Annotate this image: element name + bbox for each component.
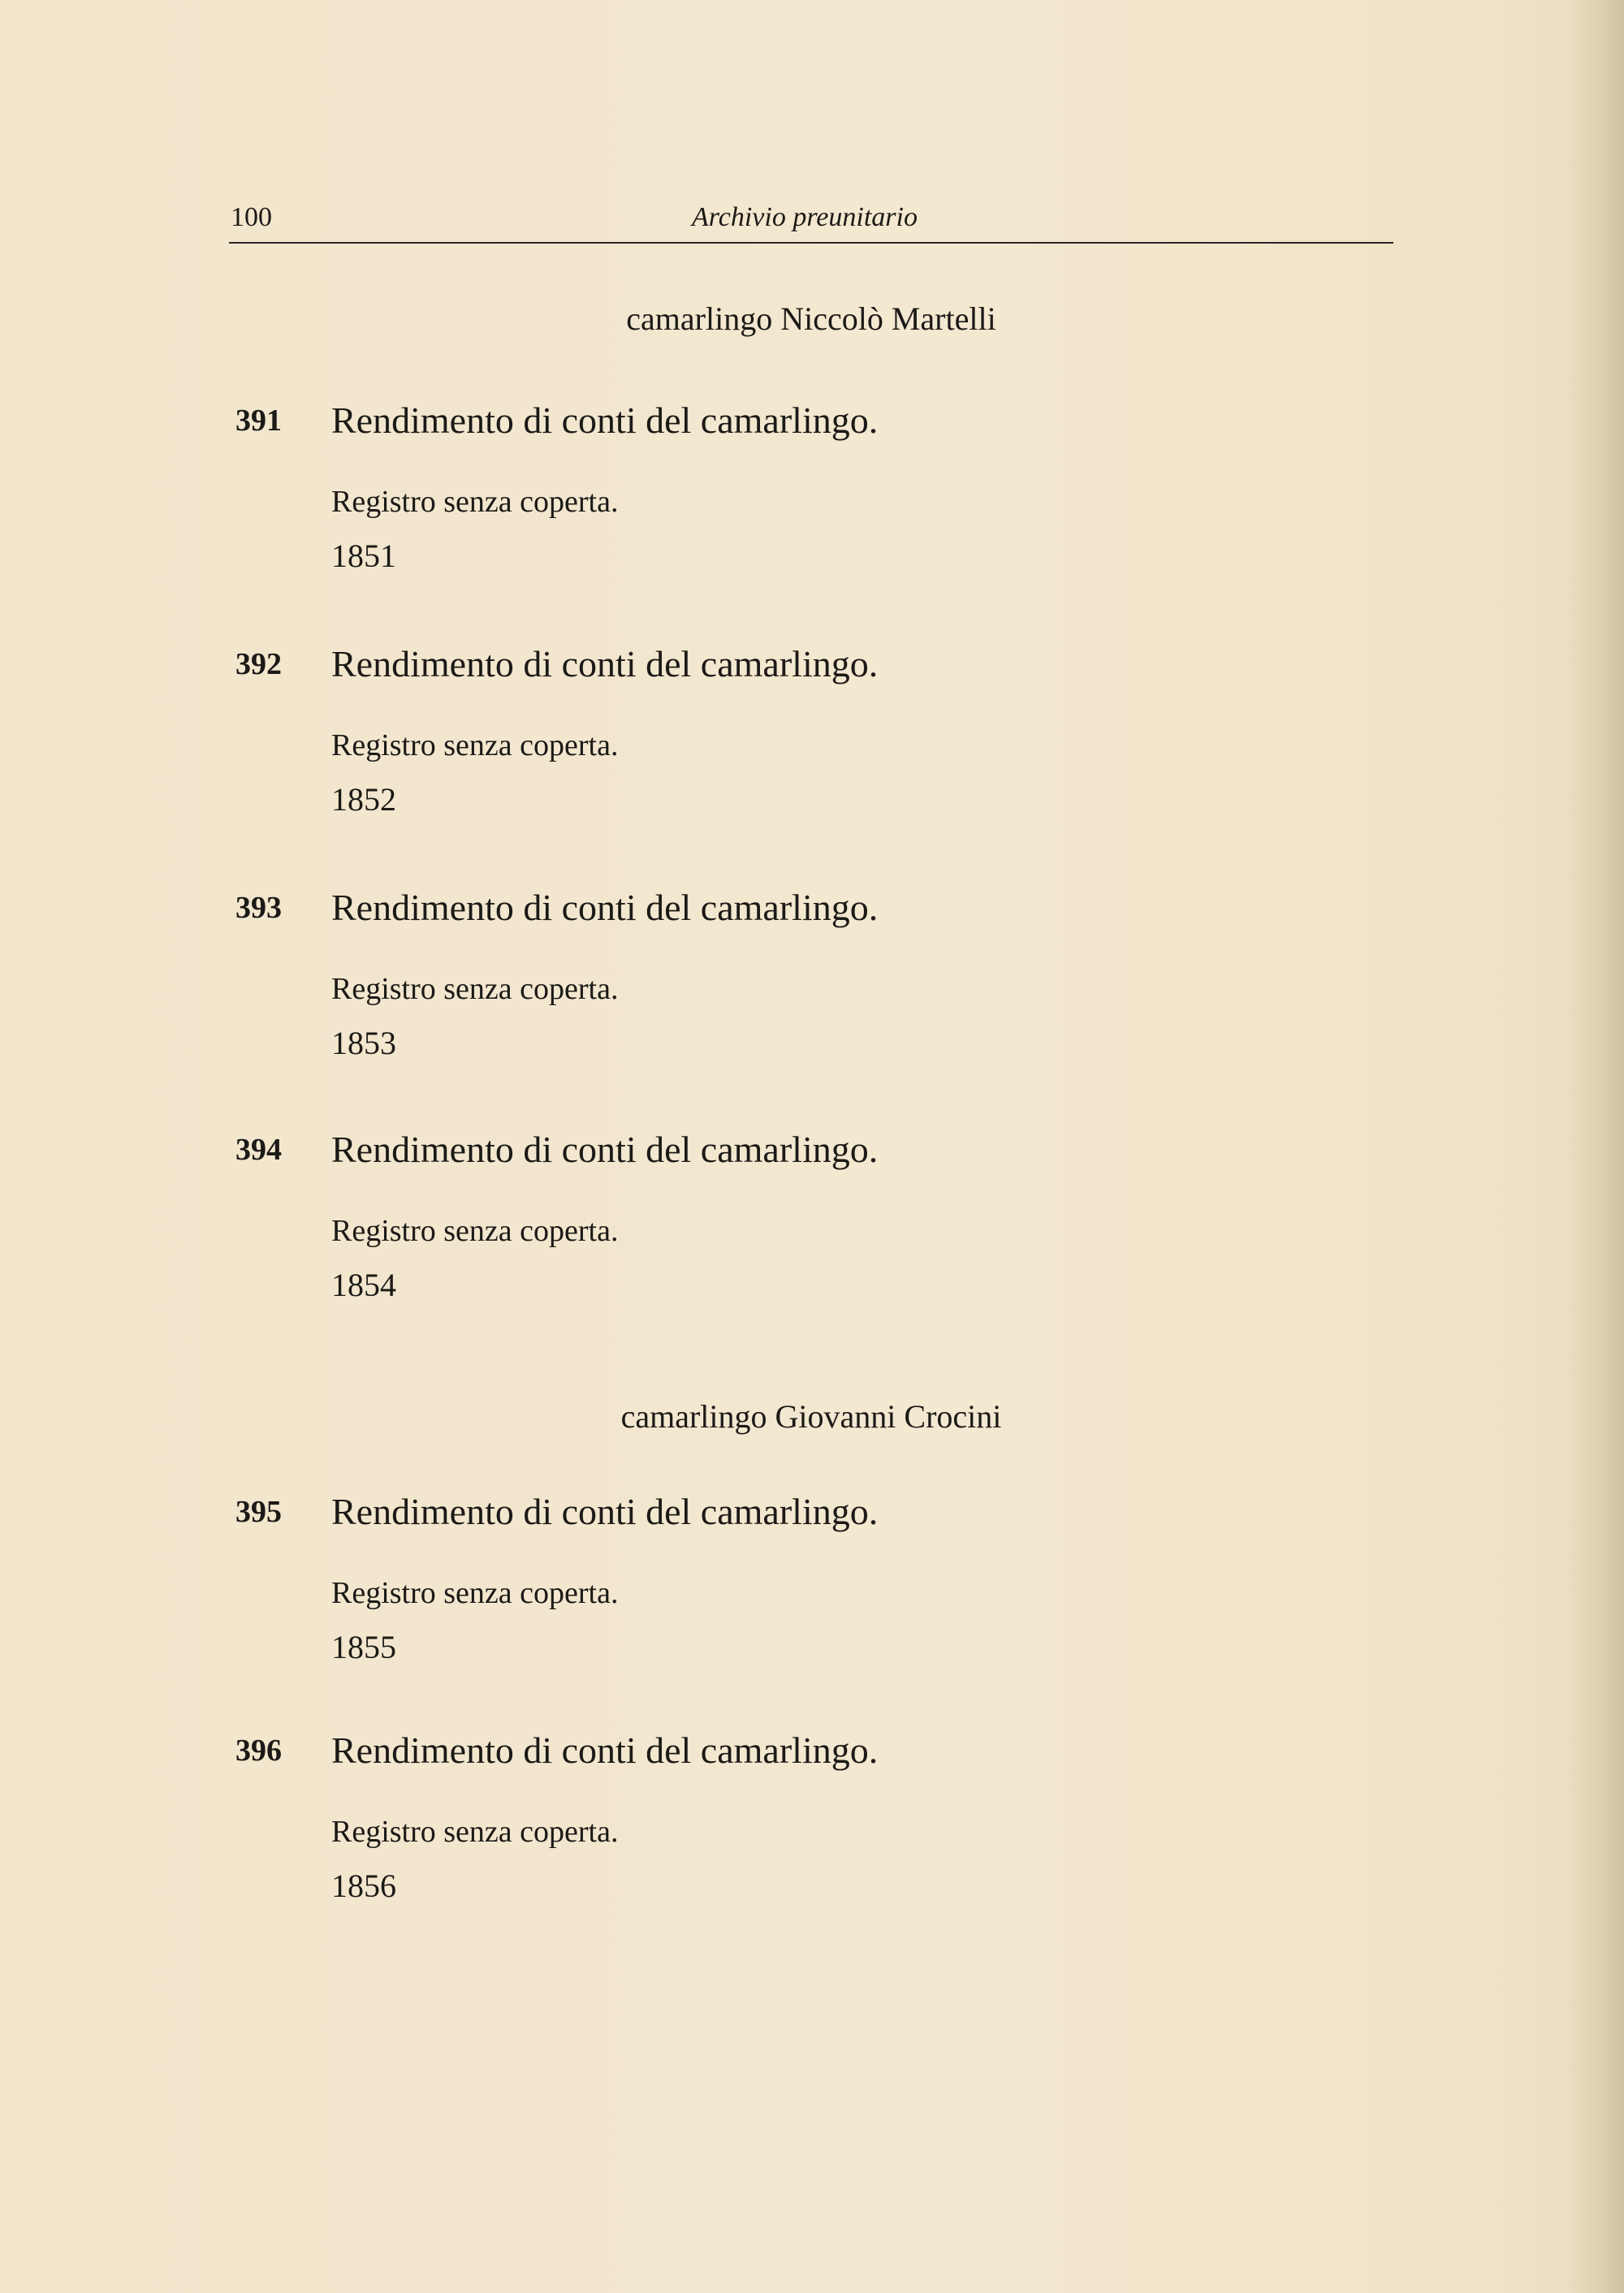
- entry-title: Rendimento di conti del camarlingo.: [331, 1129, 879, 1170]
- entry-number: 391: [235, 404, 282, 438]
- entry-year: 1856: [331, 1868, 396, 1904]
- entry-description: Registro senza coperta.: [331, 972, 619, 1006]
- entry-number: 393: [235, 891, 282, 925]
- entry-description: Registro senza coperta.: [331, 1815, 619, 1849]
- section-heading-martelli: camarlingo Niccolò Martelli: [626, 300, 996, 337]
- entry-description: Registro senza coperta.: [331, 1214, 619, 1248]
- running-header: [229, 200, 1393, 244]
- entry-title: Rendimento di conti del camarlingo.: [331, 1491, 879, 1532]
- entry-year: 1853: [331, 1025, 396, 1061]
- catalog-entry-394: [235, 1127, 1210, 1314]
- entry-title: Rendimento di conti del camarlingo.: [331, 643, 879, 684]
- entry-year: 1851: [331, 538, 396, 574]
- catalog-entry-392: [235, 641, 1210, 828]
- running-title: Archivio preunitario: [692, 202, 918, 232]
- entry-number: 394: [235, 1133, 282, 1167]
- entry-year: 1854: [331, 1267, 396, 1303]
- catalog-entry-396: [235, 1728, 1210, 1915]
- section-heading-crocini: camarlingo Giovanni Crocini: [620, 1398, 1002, 1435]
- page-number: 100: [231, 202, 272, 232]
- entry-number: 395: [235, 1495, 282, 1529]
- page-edge-shadow: [1567, 0, 1624, 2293]
- entry-description: Registro senza coperta.: [331, 1576, 619, 1610]
- catalog-entry-391: [235, 398, 1210, 585]
- entry-description: Registro senza coperta.: [331, 485, 619, 519]
- entry-number: 396: [235, 1734, 282, 1768]
- entry-description: Registro senza coperta.: [331, 728, 619, 762]
- entry-number: 392: [235, 647, 282, 681]
- entry-year: 1855: [331, 1629, 396, 1665]
- entry-year: 1852: [331, 781, 396, 818]
- catalog-entry-395: [235, 1489, 1210, 1676]
- catalog-entry-393: [235, 885, 1210, 1072]
- entry-title: Rendimento di conti del camarlingo.: [331, 1729, 879, 1771]
- entry-title: Rendimento di conti del camarlingo.: [331, 887, 879, 928]
- entry-title: Rendimento di conti del camarlingo.: [331, 399, 879, 441]
